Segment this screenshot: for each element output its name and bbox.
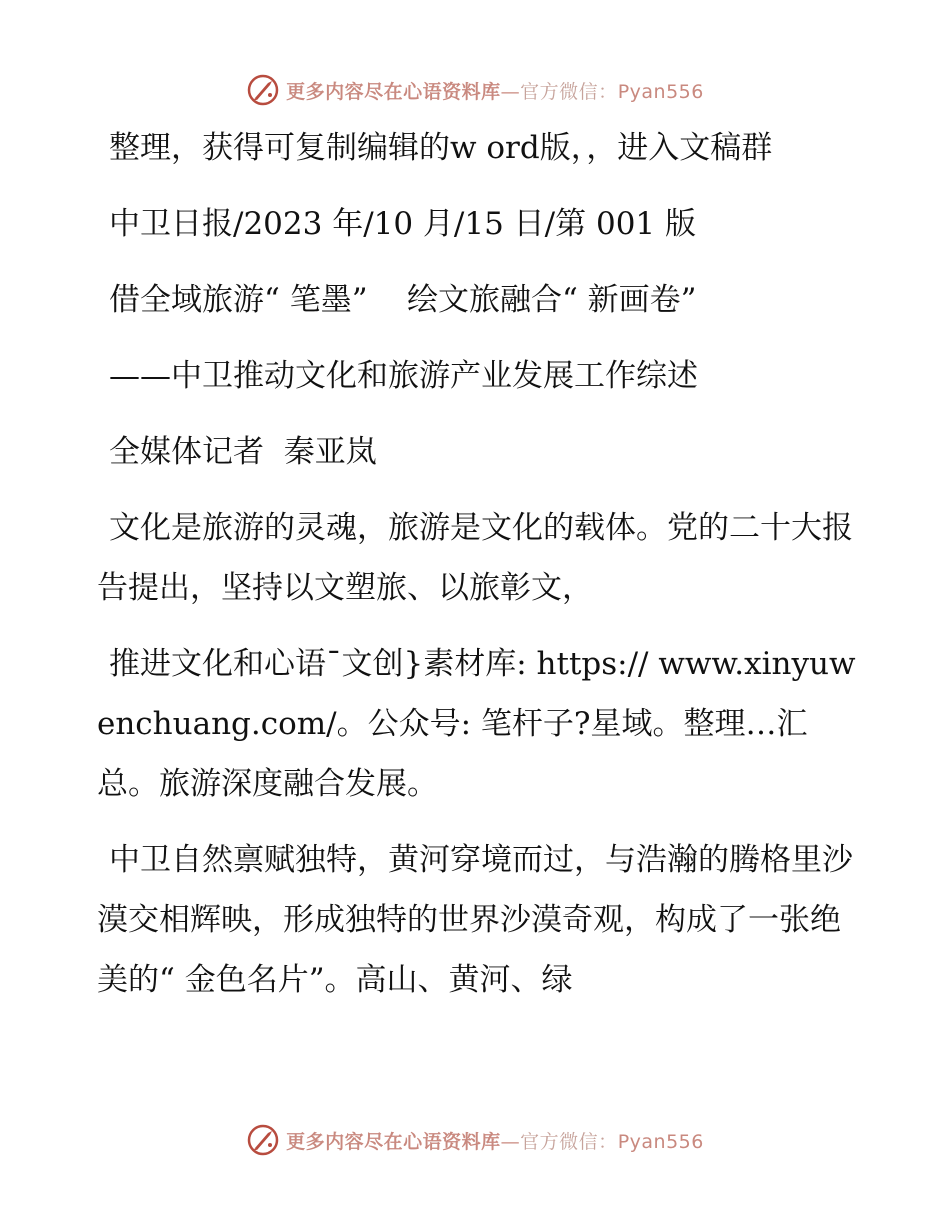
- article-byline: 全媒体记者 秦亚岚: [109, 434, 377, 470]
- paragraph-intro: 整理，获得可复制编辑的w ord版，，进入文稿群: [109, 130, 773, 166]
- article-subtitle: ——中卫推动文化和旅游产业发展工作综述: [109, 358, 698, 394]
- article-title: 借全域旅游“ 笔墨” 绘文旅融合“ 新画卷”: [109, 282, 697, 318]
- paragraph-source-line: 中卫日报/2023 年/10 月/15 日/第 001 版: [109, 206, 697, 242]
- paragraph-body-2: 推进文化和心语¯文创}素材库: https:// www.xinyuwenchuang.com/。公众号: 笔杆子?星域。整理…汇总。旅游深度融合发展。: [97, 646, 856, 802]
- document-body: [97, 118, 857, 1010]
- paragraph-body-1: 文化是旅游的灵魂，旅游是文化的载体。党的二十大报告提出，坚持以文塑旅、以旅彰文，: [97, 510, 853, 606]
- quill-pen-logo-icon: [246, 73, 280, 107]
- footer-banner: [0, 1120, 950, 1160]
- banner-text: 更多内容尽在心语资料库—官方微信：Pyan556: [286, 80, 704, 103]
- banner-text: 更多内容尽在心语资料库—官方微信：Pyan556: [286, 1130, 704, 1153]
- paragraph-body-3: 中卫自然禀赋独特，黄河穿境而过，与浩瀚的腾格里沙漠交相辉映，形成独特的世界沙漠奇观，构成了一张绝美的“ 金色名片”。高山、黄河、绿: [97, 842, 853, 998]
- quill-pen-logo-icon: [246, 1123, 280, 1157]
- header-banner: [0, 70, 950, 110]
